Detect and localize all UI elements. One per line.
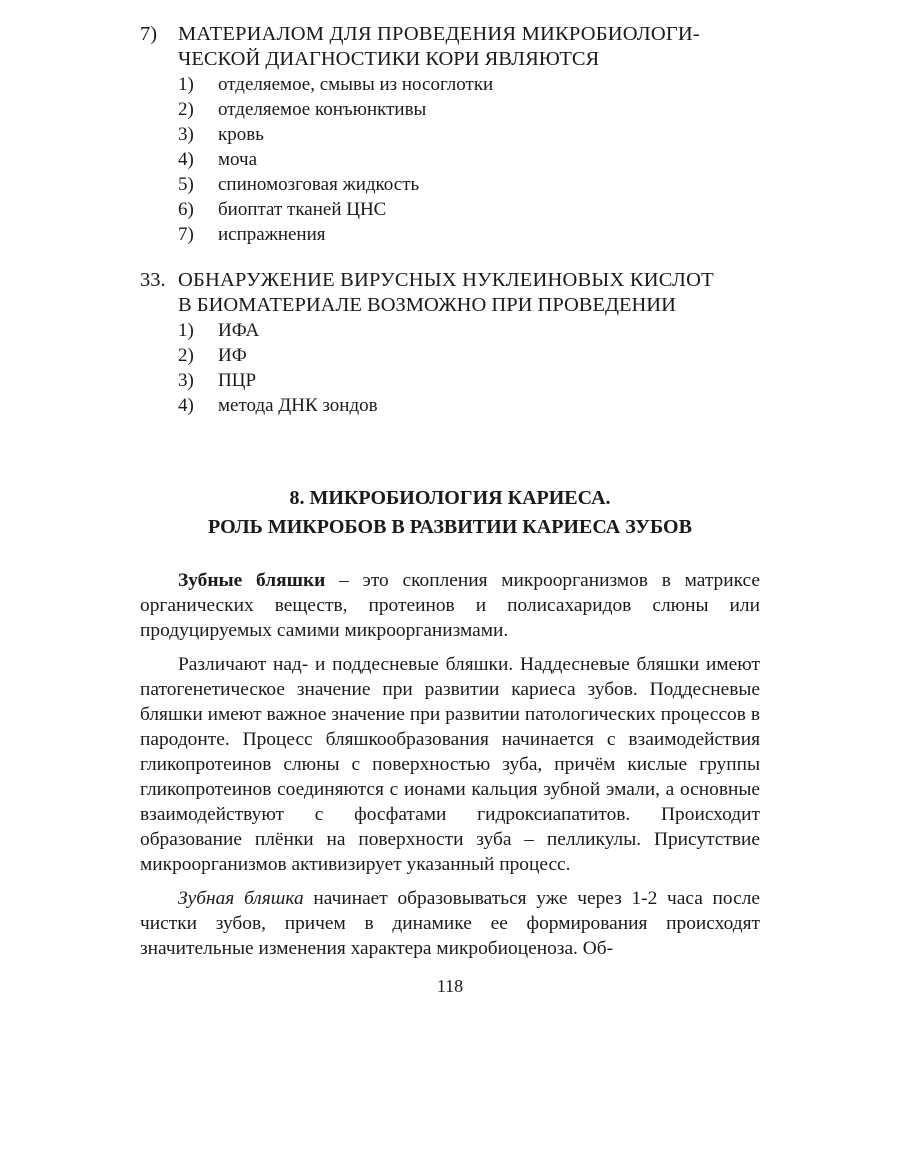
option-item: 4) моча <box>178 149 258 170</box>
question-33-text <box>140 268 760 318</box>
option-item: 2) отделяемое конъюнктивы <box>178 99 427 120</box>
option-item: 5) спиномозговая жидкость <box>178 174 420 195</box>
option-item: 1) отделяемое, смывы из носоглотки <box>178 74 494 95</box>
body-text <box>140 568 760 970</box>
question-7 <box>140 22 760 247</box>
defined-term: Зубная бляшка <box>178 888 304 909</box>
section-heading <box>140 484 760 542</box>
option-item: 1) ИФА <box>178 320 260 341</box>
question-33-number: 33. <box>140 269 166 291</box>
question-33-line-1: ОБНАРУЖЕНИЕ ВИРУСНЫХ НУКЛЕИНОВЫХ КИСЛОТ <box>178 269 714 291</box>
question-7-line-1: МАТЕРИАЛОМ ДЛЯ ПРОВЕДЕНИЯ МИКРОБИОЛОГИ- <box>178 23 700 45</box>
section-title-line-2: РОЛЬ МИКРОБОВ В РАЗВИТИИ КАРИЕСА ЗУБОВ <box>208 516 692 538</box>
page-number: 118 <box>436 976 464 996</box>
paragraph: Различают над- и поддесневые бляшки. Наддесневые бляшки имеют патогенетическое значение при развитии кариеса зубов. Поддесневые бляшки имеют важное значение при развитии патологических процессов в пародонте. Процесс бляшкообразования начинается с взаимодействия гликопротеинов слюны с поверхностью зуба, причём кислые группы гликопротеинов соединяются с ионами кальция зубной эмали, а основные взаимодействуют с фосфатами гидроксиапатитов. Происходит образование плёнки на поверхности зуба – пелликулы. Присутствие микроорганизмов активизирует указанный процесс. <box>140 654 760 875</box>
paragraph: Зубные бляшки – это скопления микроорганизмов в матриксе органических веществ, протеинов и полисахаридов слюны или продуцируемых самими микроорганизмами. <box>140 570 760 641</box>
question-33 <box>140 268 760 418</box>
defined-term: Зубные бляшки <box>178 570 326 591</box>
question-7-options <box>178 72 760 247</box>
question-7-number: 7) <box>140 23 158 45</box>
question-33-options <box>178 318 760 418</box>
question-33-line-2: В БИОМАТЕРИАЛЕ ВОЗМОЖНО ПРИ ПРОВЕДЕНИИ <box>178 294 676 316</box>
option-item: 7) испражнения <box>178 224 326 245</box>
section-title-line-1: 8. МИКРОБИОЛОГИЯ КАРИЕСА. <box>289 487 611 509</box>
paragraph: Зубная бляшка начинает образовываться уже через 1-2 часа после чистки зубов, причем в динамике ее формирования происходят значительные изменения характера микробиоценоза. Об- <box>140 888 760 959</box>
option-item: 3) ПЦР <box>178 370 257 391</box>
question-7-line-2: ЧЕСКОЙ ДИАГНОСТИКИ КОРИ ЯВЛЯЮТСЯ <box>178 48 600 70</box>
option-item: 4) метода ДНК зондов <box>178 395 378 416</box>
option-item: 2) ИФ <box>178 345 247 366</box>
option-item: 6) биоптат тканей ЦНС <box>178 199 387 220</box>
question-7-text <box>140 22 760 72</box>
option-item: 3) кровь <box>178 124 264 145</box>
